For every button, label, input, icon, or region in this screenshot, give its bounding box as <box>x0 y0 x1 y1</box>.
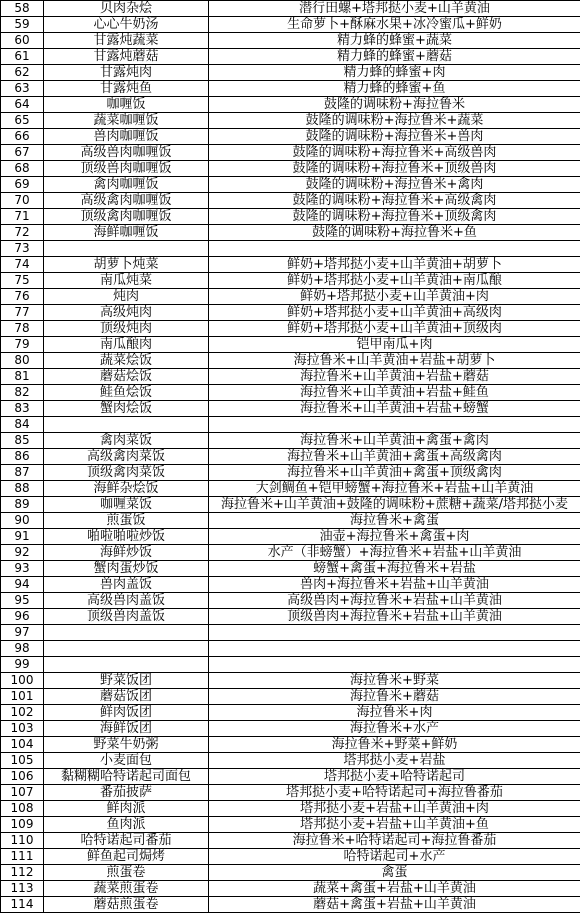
table-row <box>1 129 580 145</box>
dish-name-cell: 顶级禽肉菜饭 <box>44 465 209 481</box>
table-row <box>1 593 580 609</box>
recipe-cell: 海拉鲁米+山羊黄油+禽蛋+禽肉 <box>209 433 580 449</box>
recipe-cell: 鼓隆的调味粉+海拉鲁米 <box>209 97 580 113</box>
dish-name-cell: 禽肉咖喱饭 <box>44 177 209 193</box>
table-row <box>1 337 580 353</box>
dish-name-cell: 顶级禽肉咖喱饭 <box>44 209 209 225</box>
row-number-cell: 103 <box>1 721 44 737</box>
row-number-cell: 82 <box>1 385 44 401</box>
table-row <box>1 545 580 561</box>
dish-name-cell: 哈特诺起司番茄 <box>44 833 209 849</box>
row-number-cell: 106 <box>1 769 44 785</box>
row-number-cell: 74 <box>1 257 44 273</box>
recipe-cell: 塔邦挞小麦+岩盐+山羊黄油+鱼 <box>209 817 580 833</box>
table-row <box>1 65 580 81</box>
recipe-cell <box>209 417 580 433</box>
dish-name-cell: 煎蛋饭 <box>44 513 209 529</box>
row-number-cell: 92 <box>1 545 44 561</box>
dish-name-cell: 顶级兽肉咖喱饭 <box>44 161 209 177</box>
row-number-cell: 94 <box>1 577 44 593</box>
table-row <box>1 81 580 97</box>
recipe-cell: 鼓隆的调味粉+海拉鲁米+蔬菜 <box>209 113 580 129</box>
table-row <box>1 689 580 705</box>
recipe-cell: 精力蜂的蜂蜜+蘑菇 <box>209 49 580 65</box>
recipe-cell: 哈特诺起司+水产 <box>209 849 580 865</box>
recipe-cell <box>209 625 580 641</box>
table-row <box>1 833 580 849</box>
table-row <box>1 145 580 161</box>
row-number-cell: 81 <box>1 369 44 385</box>
dish-name-cell <box>44 417 209 433</box>
row-number-cell: 93 <box>1 561 44 577</box>
dish-name-cell: 甘露炖蘑菇 <box>44 49 209 65</box>
recipe-cell: 塔邦挞小麦+哈特诺起司+海拉鲁番茄 <box>209 785 580 801</box>
dish-name-cell: 顶级兽肉盖饭 <box>44 609 209 625</box>
row-number-cell: 58 <box>1 1 44 17</box>
recipe-cell: 铠甲南瓜+肉 <box>209 337 580 353</box>
recipe-cell: 海拉鲁米+山羊黄油+岩盐+胡萝卜 <box>209 353 580 369</box>
row-number-cell: 98 <box>1 641 44 657</box>
row-number-cell: 107 <box>1 785 44 801</box>
table-row <box>1 817 580 833</box>
table-row <box>1 113 580 129</box>
recipe-cell <box>209 657 580 673</box>
dish-name-cell: 鲜鱼起司焗烤 <box>44 849 209 865</box>
table-row <box>1 241 580 257</box>
table-row <box>1 769 580 785</box>
table-row <box>1 305 580 321</box>
row-number-cell: 70 <box>1 193 44 209</box>
row-number-cell: 91 <box>1 529 44 545</box>
recipe-cell: 海拉鲁米+哈特诺起司+海拉鲁番茄 <box>209 833 580 849</box>
recipe-cell: 海拉鲁米+肉 <box>209 705 580 721</box>
dish-name-cell: 野菜牛奶粥 <box>44 737 209 753</box>
row-number-cell: 69 <box>1 177 44 193</box>
row-number-cell: 114 <box>1 897 44 913</box>
recipe-cell: 鲜奶+塔邦挞小麦+山羊黄油+肉 <box>209 289 580 305</box>
dish-name-cell <box>44 241 209 257</box>
recipe-cell: 鼓隆的调味粉+海拉鲁米+顶级兽肉 <box>209 161 580 177</box>
recipe-cell: 精力蜂的蜂蜜+肉 <box>209 65 580 81</box>
table-row <box>1 753 580 769</box>
table-row <box>1 721 580 737</box>
row-number-cell: 72 <box>1 225 44 241</box>
row-number-cell: 88 <box>1 481 44 497</box>
table-row <box>1 865 580 881</box>
recipe-cell: 海拉鲁米+山羊黄油+岩盐+蘑菇 <box>209 369 580 385</box>
table-row <box>1 257 580 273</box>
dish-name-cell: 番茄披萨 <box>44 785 209 801</box>
row-number-cell: 84 <box>1 417 44 433</box>
dish-name-cell: 鱼肉派 <box>44 817 209 833</box>
table-row <box>1 353 580 369</box>
dish-name-cell: 咖喱饭 <box>44 97 209 113</box>
recipe-cell: 鼓隆的调味粉+海拉鲁米+高级兽肉 <box>209 145 580 161</box>
row-number-cell: 109 <box>1 817 44 833</box>
row-number-cell: 95 <box>1 593 44 609</box>
dish-name-cell: 蘑菇烩饭 <box>44 369 209 385</box>
row-number-cell: 83 <box>1 401 44 417</box>
row-number-cell: 71 <box>1 209 44 225</box>
row-number-cell: 75 <box>1 273 44 289</box>
table-row <box>1 529 580 545</box>
table-row <box>1 481 580 497</box>
table-row <box>1 465 580 481</box>
row-number-cell: 99 <box>1 657 44 673</box>
recipe-cell <box>209 241 580 257</box>
recipe-cell: 海拉鲁米+山羊黄油+鼓隆的调味粉+蔗糖+蔬菜/塔邦挞小麦 <box>209 497 580 513</box>
row-number-cell: 101 <box>1 689 44 705</box>
recipe-cell: 海拉鲁米+山羊黄油+岩盐+螃蟹 <box>209 401 580 417</box>
dish-name-cell: 心心牛奶汤 <box>44 17 209 33</box>
dish-name-cell: 高级兽肉咖喱饭 <box>44 145 209 161</box>
table-row <box>1 849 580 865</box>
row-number-cell: 113 <box>1 881 44 897</box>
dish-name-cell: 鲜肉派 <box>44 801 209 817</box>
dish-name-cell <box>44 625 209 641</box>
table-row <box>1 321 580 337</box>
row-number-cell: 67 <box>1 145 44 161</box>
recipe-cell: 大剑鲷鱼+铠甲螃蟹+海拉鲁米+岩盐+山羊黄油 <box>209 481 580 497</box>
table-row <box>1 49 580 65</box>
dish-name-cell: 贝肉杂烩 <box>44 1 209 17</box>
row-number-cell: 59 <box>1 17 44 33</box>
dish-name-cell: 蘑菇煎蛋卷 <box>44 897 209 913</box>
table-row <box>1 433 580 449</box>
table-row <box>1 609 580 625</box>
recipe-cell: 海拉鲁米+禽蛋 <box>209 513 580 529</box>
table-row <box>1 785 580 801</box>
row-number-cell: 77 <box>1 305 44 321</box>
table-row <box>1 33 580 49</box>
table-row <box>1 209 580 225</box>
dish-name-cell: 蟹肉蛋炒饭 <box>44 561 209 577</box>
recipe-cell: 生命萝卜+酥麻水果+冰冷蜜瓜+鲜奶 <box>209 17 580 33</box>
row-number-cell: 96 <box>1 609 44 625</box>
recipe-cell: 精力蜂的蜂蜜+蔬菜 <box>209 33 580 49</box>
row-number-cell: 61 <box>1 49 44 65</box>
dish-name-cell: 鲑鱼烩饭 <box>44 385 209 401</box>
recipe-cell: 塔邦挞小麦+岩盐+山羊黄油+肉 <box>209 801 580 817</box>
table-row <box>1 417 580 433</box>
recipe-cell: 鼓隆的调味粉+海拉鲁米+禽肉 <box>209 177 580 193</box>
recipe-cell: 鲜奶+塔邦挞小麦+山羊黄油+南瓜酿 <box>209 273 580 289</box>
row-number-cell: 73 <box>1 241 44 257</box>
row-number-cell: 80 <box>1 353 44 369</box>
table-row <box>1 17 580 33</box>
table-row <box>1 177 580 193</box>
recipe-cell: 精力蜂的蜂蜜+鱼 <box>209 81 580 97</box>
dish-name-cell: 兽肉咖喱饭 <box>44 129 209 145</box>
row-number-cell: 62 <box>1 65 44 81</box>
dish-name-cell: 蟹肉烩饭 <box>44 401 209 417</box>
recipe-cell: 鲜奶+塔邦挞小麦+山羊黄油+胡萝卜 <box>209 257 580 273</box>
dish-name-cell: 海鲜杂烩饭 <box>44 481 209 497</box>
row-number-cell: 86 <box>1 449 44 465</box>
row-number-cell: 60 <box>1 33 44 49</box>
row-number-cell: 79 <box>1 337 44 353</box>
dish-name-cell: 甘露炖肉 <box>44 65 209 81</box>
table-row <box>1 385 580 401</box>
row-number-cell: 85 <box>1 433 44 449</box>
recipe-cell: 海拉鲁米+野菜 <box>209 673 580 689</box>
dish-name-cell: 海鲜咖喱饭 <box>44 225 209 241</box>
dish-name-cell: 啪啦啪啦炒饭 <box>44 529 209 545</box>
dish-name-cell: 高级炖肉 <box>44 305 209 321</box>
dish-name-cell: 蔬菜煎蛋卷 <box>44 881 209 897</box>
dish-name-cell: 煎蛋卷 <box>44 865 209 881</box>
table-row <box>1 801 580 817</box>
recipe-cell: 兽肉+海拉鲁米+岩盐+山羊黄油 <box>209 577 580 593</box>
recipe-cell: 鲜奶+塔邦挞小麦+山羊黄油+高级肉 <box>209 305 580 321</box>
row-number-cell: 105 <box>1 753 44 769</box>
recipe-cell: 螃蟹+禽蛋+海拉鲁米+岩盐 <box>209 561 580 577</box>
row-number-cell: 90 <box>1 513 44 529</box>
recipe-cell: 鼓隆的调味粉+海拉鲁米+兽肉 <box>209 129 580 145</box>
dish-name-cell: 禽肉菜饭 <box>44 433 209 449</box>
row-number-cell: 112 <box>1 865 44 881</box>
row-number-cell: 89 <box>1 497 44 513</box>
row-number-cell: 87 <box>1 465 44 481</box>
recipe-cell: 油壶+海拉鲁米+禽蛋+肉 <box>209 529 580 545</box>
table-row <box>1 401 580 417</box>
recipe-cell: 鲜奶+塔邦挞小麦+山羊黄油+顶级肉 <box>209 321 580 337</box>
dish-name-cell: 蔬菜烩饭 <box>44 353 209 369</box>
dish-name-cell: 高级兽肉盖饭 <box>44 593 209 609</box>
row-number-cell: 65 <box>1 113 44 129</box>
table-row <box>1 193 580 209</box>
row-number-cell: 78 <box>1 321 44 337</box>
dish-name-cell: 黏糊糊哈特诺起司面包 <box>44 769 209 785</box>
dish-name-cell <box>44 657 209 673</box>
table-row <box>1 369 580 385</box>
table-row <box>1 657 580 673</box>
dish-name-cell: 海鲜炒饭 <box>44 545 209 561</box>
recipe-cell: 高级兽肉+海拉鲁米+岩盐+山羊黄油 <box>209 593 580 609</box>
recipe-cell: 鼓隆的调味粉+海拉鲁米+顶级禽肉 <box>209 209 580 225</box>
dish-name-cell: 高级禽肉咖喱饭 <box>44 193 209 209</box>
recipe-cell: 顶级兽肉+海拉鲁米+岩盐+山羊黄油 <box>209 609 580 625</box>
table-row <box>1 561 580 577</box>
table-row <box>1 161 580 177</box>
dish-name-cell: 兽肉盖饭 <box>44 577 209 593</box>
recipe-cell: 海拉鲁米+山羊黄油+岩盐+鲑鱼 <box>209 385 580 401</box>
recipe-cell: 海拉鲁米+山羊黄油+禽蛋+顶级禽肉 <box>209 465 580 481</box>
table-row <box>1 273 580 289</box>
dish-name-cell: 鲜肉饭团 <box>44 705 209 721</box>
dish-name-cell: 甘露炖蔬菜 <box>44 33 209 49</box>
dish-name-cell: 高级禽肉菜饭 <box>44 449 209 465</box>
dish-name-cell: 野菜饭团 <box>44 673 209 689</box>
recipe-cell: 禽蛋 <box>209 865 580 881</box>
dish-name-cell: 蔬菜咖喱饭 <box>44 113 209 129</box>
row-number-cell: 108 <box>1 801 44 817</box>
dish-name-cell: 蘑菇饭团 <box>44 689 209 705</box>
recipe-cell: 海拉鲁米+野菜+鲜奶 <box>209 737 580 753</box>
dish-name-cell: 胡萝卜炖菜 <box>44 257 209 273</box>
dish-name-cell: 南瓜炖菜 <box>44 273 209 289</box>
table-row <box>1 225 580 241</box>
row-number-cell: 76 <box>1 289 44 305</box>
table-row <box>1 1 580 17</box>
dish-name-cell <box>44 641 209 657</box>
dish-name-cell: 顶级炖肉 <box>44 321 209 337</box>
row-number-cell: 100 <box>1 673 44 689</box>
table-row <box>1 705 580 721</box>
recipe-cell: 海拉鲁米+蘑菇 <box>209 689 580 705</box>
table-row <box>1 289 580 305</box>
row-number-cell: 64 <box>1 97 44 113</box>
table-row <box>1 449 580 465</box>
recipe-table-body <box>1 1 580 913</box>
dish-name-cell: 甘露炖鱼 <box>44 81 209 97</box>
recipe-cell: 鼓隆的调味粉+海拉鲁米+高级禽肉 <box>209 193 580 209</box>
row-number-cell: 97 <box>1 625 44 641</box>
row-number-cell: 66 <box>1 129 44 145</box>
recipe-cell: 塔邦挞小麦+岩盐 <box>209 753 580 769</box>
row-number-cell: 102 <box>1 705 44 721</box>
table-row <box>1 497 580 513</box>
recipe-cell: 潜行田螺+塔邦挞小麦+山羊黄油 <box>209 1 580 17</box>
table-row <box>1 737 580 753</box>
recipe-cell: 鼓隆的调味粉+海拉鲁米+鱼 <box>209 225 580 241</box>
dish-name-cell: 海鲜饭团 <box>44 721 209 737</box>
recipe-cell: 海拉鲁米+山羊黄油+禽蛋+高级禽肉 <box>209 449 580 465</box>
row-number-cell: 110 <box>1 833 44 849</box>
recipe-cell: 水产（非螃蟹）+海拉鲁米+岩盐+山羊黄油 <box>209 545 580 561</box>
table-row <box>1 641 580 657</box>
recipe-cell <box>209 641 580 657</box>
recipe-cell: 海拉鲁米+水产 <box>209 721 580 737</box>
dish-name-cell: 炖肉 <box>44 289 209 305</box>
recipe-cell: 塔邦挞小麦+哈特诺起司 <box>209 769 580 785</box>
table-row <box>1 97 580 113</box>
dish-name-cell: 南瓜酿肉 <box>44 337 209 353</box>
table-row <box>1 513 580 529</box>
table-row <box>1 577 580 593</box>
recipe-cell: 蘑菇+禽蛋+岩盐+山羊黄油 <box>209 897 580 913</box>
row-number-cell: 104 <box>1 737 44 753</box>
row-number-cell: 111 <box>1 849 44 865</box>
dish-name-cell: 小麦面包 <box>44 753 209 769</box>
table-row <box>1 625 580 641</box>
row-number-cell: 68 <box>1 161 44 177</box>
table-row <box>1 881 580 897</box>
table-row <box>1 673 580 689</box>
dish-name-cell: 咖喱菜饭 <box>44 497 209 513</box>
row-number-cell: 63 <box>1 81 44 97</box>
recipe-cell: 蔬菜+禽蛋+岩盐+山羊黄油 <box>209 881 580 897</box>
